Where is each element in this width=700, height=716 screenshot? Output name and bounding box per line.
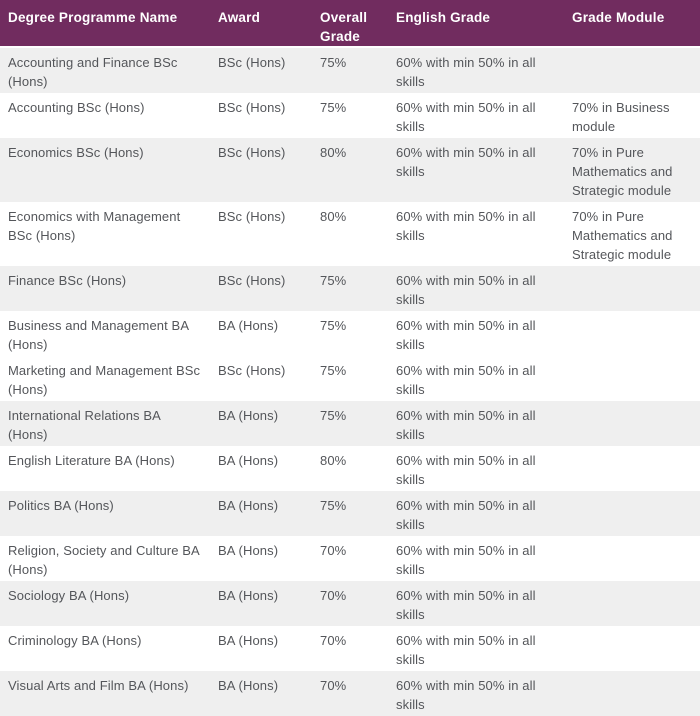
cell-overall-grade: 75% [312, 93, 388, 138]
cell-overall-grade: 75% [312, 491, 388, 536]
column-header-overall-grade: Overall Grade [312, 0, 388, 47]
cell-grade-module [564, 266, 700, 311]
cell-overall-grade: 70% [312, 626, 388, 671]
cell-degree-programme-name: Politics BA (Hons) [0, 491, 210, 536]
cell-overall-grade: 75% [312, 356, 388, 401]
cell-english-grade: 60% with min 50% in all skills [388, 356, 564, 401]
cell-degree-programme-name: Business and Management BA (Hons) [0, 311, 210, 356]
table-row [0, 536, 700, 581]
cell-grade-module [564, 401, 700, 446]
table-row [0, 93, 700, 138]
cell-degree-programme-name: Visual Arts and Film BA (Hons) [0, 671, 210, 716]
cell-degree-programme-name: Economics with Management BSc (Hons) [0, 202, 210, 266]
cell-award: BSc (Hons) [210, 202, 312, 266]
cell-award: BA (Hons) [210, 446, 312, 491]
cell-degree-programme-name: Finance BSc (Hons) [0, 266, 210, 311]
table-row [0, 266, 700, 311]
cell-award: BA (Hons) [210, 671, 312, 716]
cell-english-grade: 60% with min 50% in all skills [388, 536, 564, 581]
cell-grade-module [564, 356, 700, 401]
cell-award: BSc (Hons) [210, 138, 312, 202]
column-header-award: Award [210, 0, 312, 47]
cell-english-grade: 60% with min 50% in all skills [388, 138, 564, 202]
table-row [0, 202, 700, 266]
cell-grade-module: 70% in Pure Mathematics and Strategic module [564, 202, 700, 266]
table-row [0, 401, 700, 446]
cell-award: BA (Hons) [210, 311, 312, 356]
column-header-degree-programme-name: Degree Programme Name [0, 0, 210, 47]
cell-grade-module [564, 47, 700, 93]
table-body [0, 47, 700, 716]
cell-overall-grade: 75% [312, 401, 388, 446]
cell-overall-grade: 70% [312, 581, 388, 626]
table-header [0, 0, 700, 47]
table-row [0, 626, 700, 671]
cell-award: BA (Hons) [210, 581, 312, 626]
cell-degree-programme-name: English Literature BA (Hons) [0, 446, 210, 491]
cell-degree-programme-name: Accounting BSc (Hons) [0, 93, 210, 138]
cell-degree-programme-name: Religion, Society and Culture BA (Hons) [0, 536, 210, 581]
column-header-grade-module: Grade Module [564, 0, 700, 47]
cell-overall-grade: 70% [312, 671, 388, 716]
cell-overall-grade: 75% [312, 311, 388, 356]
cell-overall-grade: 75% [312, 47, 388, 93]
table-row [0, 356, 700, 401]
table-row [0, 311, 700, 356]
cell-grade-module [564, 671, 700, 716]
cell-english-grade: 60% with min 50% in all skills [388, 311, 564, 356]
cell-grade-module: 70% in Business module [564, 93, 700, 138]
cell-award: BA (Hons) [210, 491, 312, 536]
cell-grade-module [564, 536, 700, 581]
cell-award: BA (Hons) [210, 536, 312, 581]
cell-english-grade: 60% with min 50% in all skills [388, 626, 564, 671]
cell-english-grade: 60% with min 50% in all skills [388, 581, 564, 626]
cell-degree-programme-name: International Relations BA (Hons) [0, 401, 210, 446]
cell-overall-grade: 75% [312, 266, 388, 311]
cell-grade-module [564, 446, 700, 491]
cell-award: BSc (Hons) [210, 93, 312, 138]
cell-english-grade: 60% with min 50% in all skills [388, 671, 564, 716]
cell-english-grade: 60% with min 50% in all skills [388, 47, 564, 93]
table-row [0, 47, 700, 93]
cell-grade-module [564, 491, 700, 536]
cell-degree-programme-name: Accounting and Finance BSc (Hons) [0, 47, 210, 93]
cell-degree-programme-name: Marketing and Management BSc (Hons) [0, 356, 210, 401]
column-header-english-grade: English Grade [388, 0, 564, 47]
cell-award: BSc (Hons) [210, 266, 312, 311]
cell-degree-programme-name: Sociology BA (Hons) [0, 581, 210, 626]
header-row [0, 0, 700, 47]
cell-english-grade: 60% with min 50% in all skills [388, 202, 564, 266]
cell-english-grade: 60% with min 50% in all skills [388, 401, 564, 446]
cell-english-grade: 60% with min 50% in all skills [388, 93, 564, 138]
cell-overall-grade: 80% [312, 202, 388, 266]
table-row [0, 491, 700, 536]
cell-degree-programme-name: Economics BSc (Hons) [0, 138, 210, 202]
table-row [0, 671, 700, 716]
cell-english-grade: 60% with min 50% in all skills [388, 266, 564, 311]
cell-award: BSc (Hons) [210, 356, 312, 401]
cell-grade-module [564, 626, 700, 671]
cell-grade-module [564, 311, 700, 356]
cell-award: BA (Hons) [210, 626, 312, 671]
cell-award: BA (Hons) [210, 401, 312, 446]
cell-award: BSc (Hons) [210, 47, 312, 93]
table-row [0, 581, 700, 626]
cell-overall-grade: 80% [312, 138, 388, 202]
cell-grade-module [564, 581, 700, 626]
cell-grade-module: 70% in Pure Mathematics and Strategic module [564, 138, 700, 202]
table-row [0, 446, 700, 491]
cell-degree-programme-name: Criminology BA (Hons) [0, 626, 210, 671]
table-row [0, 138, 700, 202]
cell-english-grade: 60% with min 50% in all skills [388, 491, 564, 536]
cell-overall-grade: 80% [312, 446, 388, 491]
cell-english-grade: 60% with min 50% in all skills [388, 446, 564, 491]
cell-overall-grade: 70% [312, 536, 388, 581]
